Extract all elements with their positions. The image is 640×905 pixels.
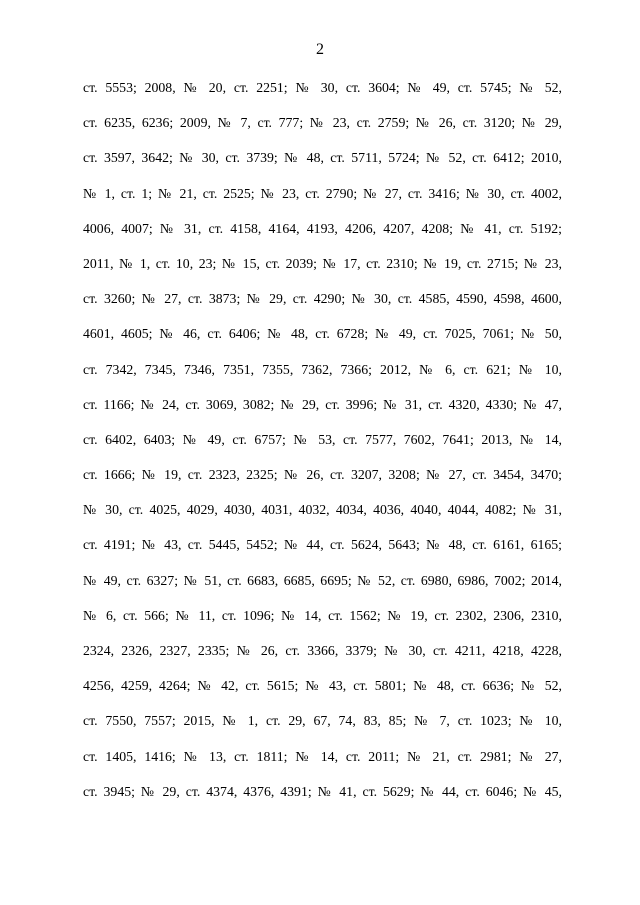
- text-line: ст. 1405, 1416; № 13, ст. 1811; № 14, ст. 2011; № 21, ст. 2981; № 27,: [83, 748, 562, 764]
- text-line: ст. 1666; № 19, ст. 2323, 2325; № 26, ст. 3207, 3208; № 27, ст. 3454, 3470;: [83, 467, 562, 483]
- text-line: ст. 4191; № 43, ст. 5445, 5452; № 44, ст. 5624, 5643; № 48, ст. 6161, 6165;: [83, 537, 562, 553]
- body-text: [83, 77, 562, 816]
- text-line: 2011, № 1, ст. 10, 23; № 15, ст. 2039; № 17, ст. 2310; № 19, ст. 2715; № 23,: [83, 255, 562, 271]
- text-line: № 49, ст. 6327; № 51, ст. 6683, 6685, 6695; № 52, ст. 6980, 6986, 7002; 2014,: [83, 572, 562, 588]
- text-line: ст. 3597, 3642; № 30, ст. 3739; № 48, ст. 5711, 5724; № 52, ст. 6412; 2010,: [83, 150, 562, 166]
- text-line: ст. 3260; № 27, ст. 3873; № 29, ст. 4290; № 30, ст. 4585, 4590, 4598, 4600,: [83, 291, 562, 307]
- text-line: 4601, 4605; № 46, ст. 6406; № 48, ст. 6728; № 49, ст. 7025, 7061; № 50,: [83, 326, 562, 342]
- text-line: ст. 7550, 7557; 2015, № 1, ст. 29, 67, 74, 83, 85; № 7, ст. 1023; № 10,: [83, 713, 562, 729]
- text-line: ст. 6235, 6236; 2009, № 7, ст. 777; № 23, ст. 2759; № 26, ст. 3120; № 29,: [83, 115, 562, 131]
- text-line: 2324, 2326, 2327, 2335; № 26, ст. 3366, 3379; № 30, ст. 4211, 4218, 4228,: [83, 643, 562, 658]
- text-line: № 30, ст. 4025, 4029, 4030, 4031, 4032, 4034, 4036, 4040, 4044, 4082; № 31,: [83, 502, 562, 518]
- page-number: 2: [316, 41, 324, 58]
- text-line: ст. 1166; № 24, ст. 3069, 3082; № 29, ст. 3996; № 31, ст. 4320, 4330; № 47,: [83, 396, 562, 412]
- text-line: 4006, 4007; № 31, ст. 4158, 4164, 4193, 4206, 4207, 4208; № 41, ст. 5192;: [83, 220, 562, 236]
- text-line: ст. 3945; № 29, ст. 4374, 4376, 4391; № 41, ст. 5629; № 44, ст. 6046; № 45,: [83, 783, 562, 799]
- text-line: 4256, 4259, 4264; № 42, ст. 5615; № 43, ст. 5801; № 48, ст. 6636; № 52,: [83, 678, 562, 694]
- text-line: ст. 6402, 6403; № 49, ст. 6757; № 53, ст. 7577, 7602, 7641; 2013, № 14,: [83, 431, 562, 447]
- text-line: № 1, ст. 1; № 21, ст. 2525; № 23, ст. 2790; № 27, ст. 3416; № 30, ст. 4002,: [83, 185, 562, 201]
- text-line: № 6, ст. 566; № 11, ст. 1096; № 14, ст. 1562; № 19, ст. 2302, 2306, 2310,: [83, 607, 562, 623]
- text-line: ст. 5553; 2008, № 20, ст. 2251; № 30, ст. 3604; № 49, ст. 5745; № 52,: [83, 80, 562, 95]
- text-line: ст. 7342, 7345, 7346, 7351, 7355, 7362, 7366; 2012, № 6, ст. 621; № 10,: [83, 361, 562, 377]
